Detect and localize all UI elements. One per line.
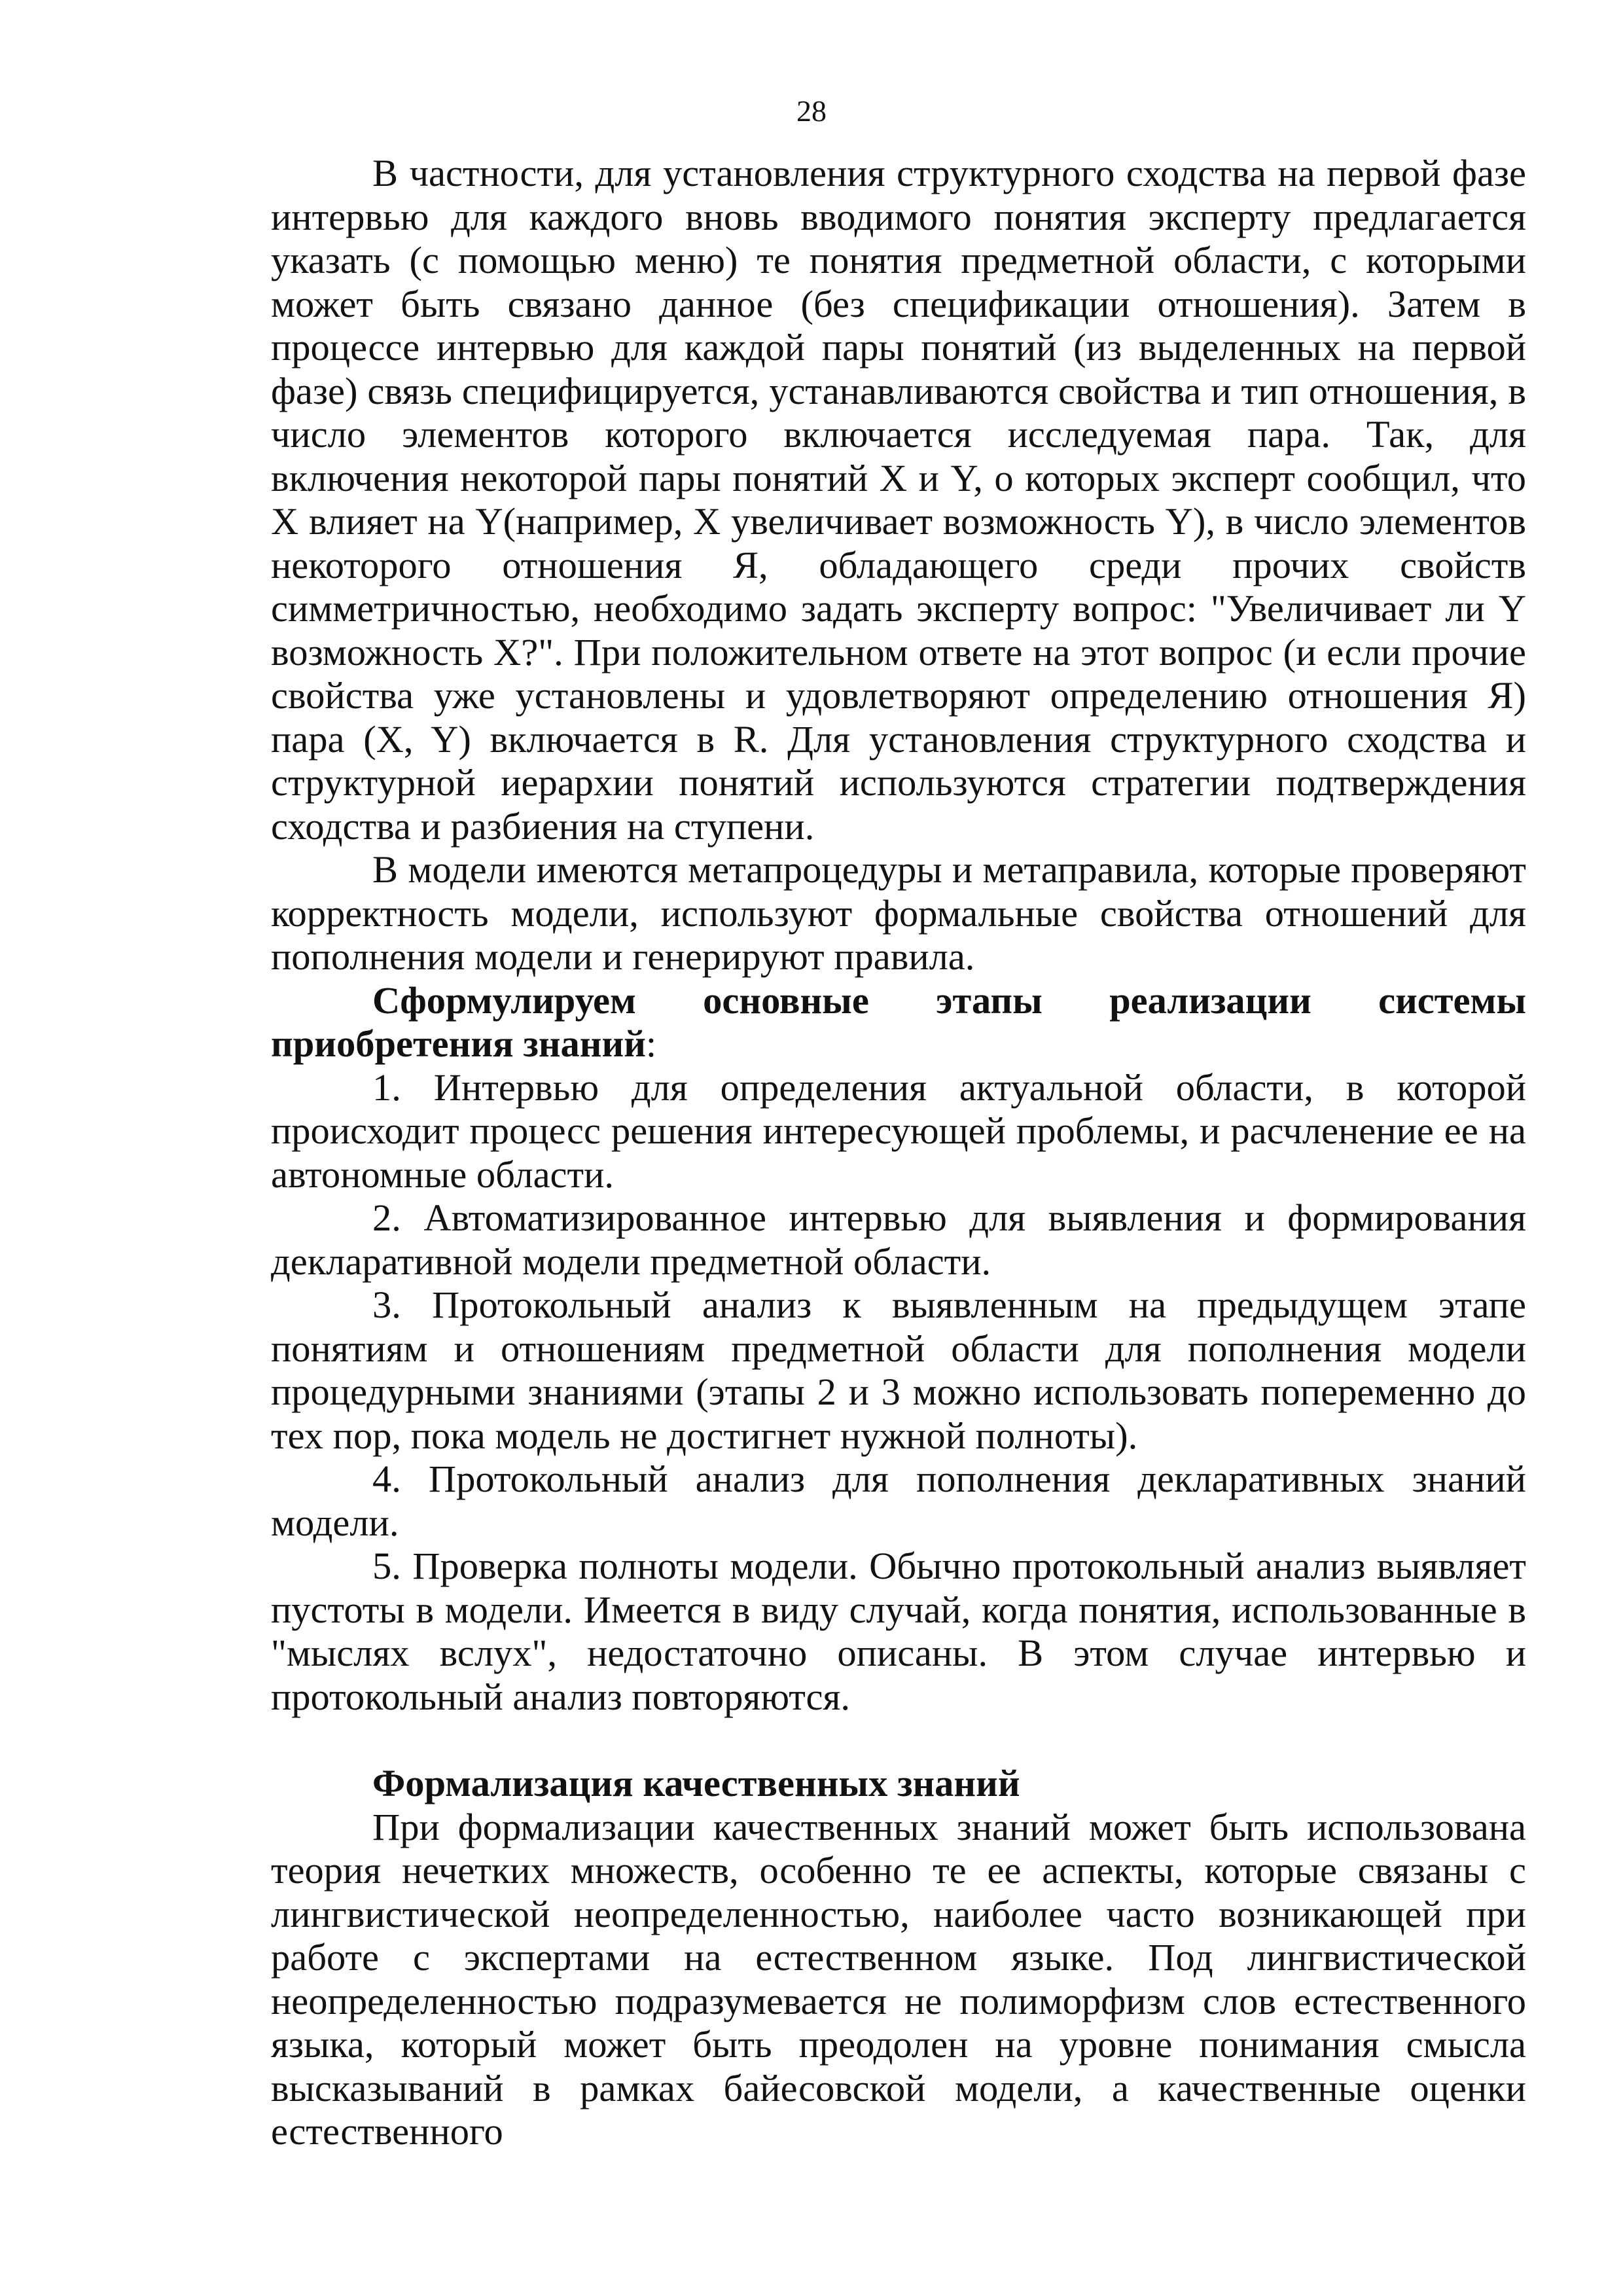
stages-heading-text: Сформулируем основные этапы реализации системы приобретения знаний [271, 978, 1526, 1065]
paragraph-structural-similarity: В частности, для установления структурного сходства на первой фазе интервью для каждого вновь вводимого понятия эксперту предлагается указать (с помощью меню) те понятия предметной области, с которыми может быть связано данное (без спецификации отношения). Затем в процессе интервью для каждой пары понятий (из выделенных на первой фазе) связь специфицируется, устанавливаются свойства и тип отношения, в число элементов которого включается исследуемая пара. Так, для включения некоторой пары понятий X и Y, о которых эксперт сообщил, что X влияет на Y(например, X увеличивает возможность Y), в число элементов некоторого отношения Я, обладающего среди прочих свойств симметричностью, необходимо задать эксперту вопрос: "Увеличивает ли Y возможность X?". При положительном ответе на этот вопрос (и если прочие свойства уже установлены и удовлетворяют определению отношения Я) пара (X, Y) включается в R. Для установления структурного сходства и структурной иерархии понятий используются стратегии подтверждения сходства и разбиения на ступени. [271, 152, 1526, 848]
stage-item-2: 2. Автоматизированное интервью для выявления и формирования декларативной модели предметной области. [271, 1196, 1526, 1283]
page-number: 28 [796, 94, 827, 128]
stages-heading-colon: : [645, 1022, 657, 1065]
section-title: Формализация качественных знаний [372, 1762, 1020, 1804]
paragraph-metaprocedures: В модели имеются метапроцедуры и метаправила, которые проверяют корректность модели, используют формальные свойства отношений для пополнения модели и генерируют правила. [271, 848, 1526, 978]
stage-item-5: 5. Проверка полноты модели. Обычно протокольный анализ выявляет пустоты в модели. Имеется в виду случай, когда понятия, использованные в "мыслях вслух", недостаточно описаны. В этом случае интервью и протокольный анализ повторяются. [271, 1545, 1526, 1718]
stage-item-3: 3. Протокольный анализ к выявленным на предыдущем этапе понятиям и отношениям предметной области для пополнения модели процедурными знаниями (этапы 2 и 3 можно использовать попеременно до тех пор, пока модель не достигнет нужной полноты). [271, 1283, 1526, 1457]
stages-heading [271, 979, 1526, 1066]
stage-item-1: 1. Интервью для определения актуальной области, в которой происходит процесс решения интересующей проблемы, и расчленение ее на автономные области. [271, 1066, 1526, 1196]
stage-item-4: 4. Протокольный анализ для пополнения декларативных знаний модели. [271, 1458, 1526, 1544]
section-paragraph: При формализации качественных знаний может быть использована теория нечетких множеств, особенно те ее аспекты, которые связаны с лингвистической неопределенностью, наиболее часто возникающей при работе с экспертами на естественном языке. Под лингвистической неопределенностью подразумевается не полиморфизм слов естественного языка, который может быть преодолен на уровне понимания смысла высказываний в рамках байесовской модели, а качественные оценки естественного [271, 1805, 1526, 2153]
document-body [271, 152, 1526, 2154]
